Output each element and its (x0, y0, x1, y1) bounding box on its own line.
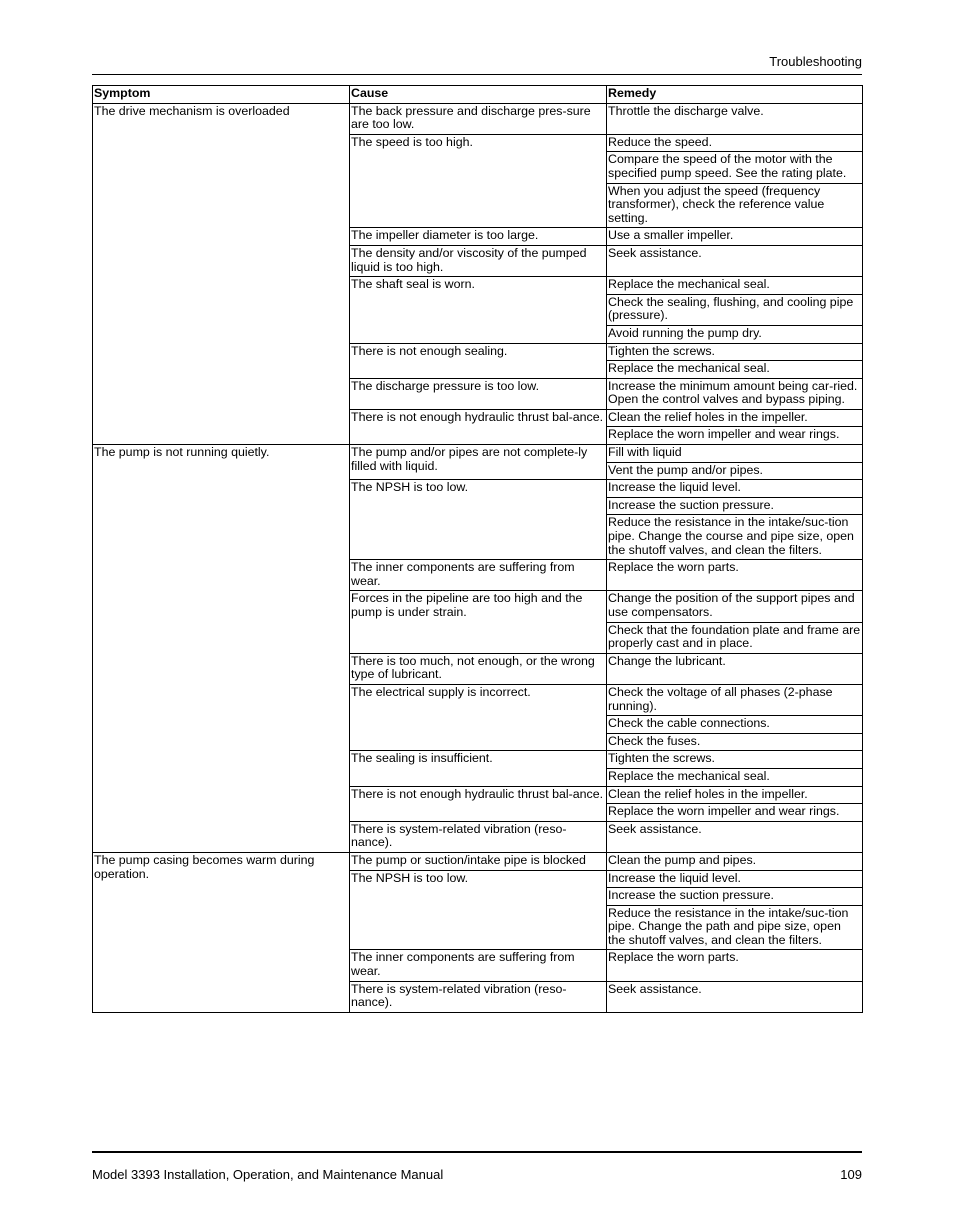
remedy-cell: Clean the relief holes in the impeller. (607, 409, 863, 427)
table-row (93, 103, 863, 134)
remedy-cell: Check the sealing, flushing, and cooling pipe (pressure). (607, 294, 863, 325)
remedy-cell: Replace the worn parts. (607, 950, 863, 981)
remedy-cell: Replace the worn impeller and wear rings. (607, 427, 863, 445)
remedy-cell: Replace the worn impeller and wear rings. (607, 804, 863, 822)
table-row (93, 445, 863, 463)
header-divider (92, 74, 862, 75)
remedy-cell: Vent the pump and/or pipes. (607, 462, 863, 480)
symptom-cell: The drive mechanism is overloaded (93, 103, 350, 444)
cause-cell: The impeller diameter is too large. (350, 228, 607, 246)
remedy-cell: Tighten the screws. (607, 343, 863, 361)
remedy-cell: Check the fuses. (607, 733, 863, 751)
remedy-cell: Use a smaller impeller. (607, 228, 863, 246)
remedy-cell: Check the voltage of all phases (2-phase running). (607, 684, 863, 715)
cause-cell: The inner components are suffering from wear. (350, 950, 607, 981)
symptom-cell: The pump casing becomes warm during operation. (93, 852, 350, 1012)
cause-cell: The back pressure and discharge pres-sure are too low. (350, 103, 607, 134)
remedy-cell: Replace the mechanical seal. (607, 277, 863, 295)
remedy-cell: Increase the suction pressure. (607, 497, 863, 515)
manual-title: Model 3393 Installation, Operation, and Maintenance Manual (92, 1167, 444, 1182)
remedy-cell: When you adjust the speed (frequency transformer), check the reference value setting. (607, 183, 863, 228)
remedy-cell: Tighten the screws. (607, 751, 863, 769)
cause-cell: The sealing is insufficient. (350, 751, 607, 786)
cause-cell: There is not enough hydraulic thrust bal-ance. (350, 786, 607, 821)
table-header-row (93, 86, 863, 104)
cause-cell: The pump or suction/intake pipe is blocked (350, 852, 607, 870)
remedy-cell: Reduce the speed. (607, 134, 863, 152)
cause-cell: There is not enough hydraulic thrust bal-ance. (350, 409, 607, 444)
running-header: Troubleshooting (769, 54, 862, 69)
remedy-cell: Check the cable connections. (607, 716, 863, 734)
column-header-remedy: Remedy (607, 86, 863, 104)
cause-cell: The shaft seal is worn. (350, 277, 607, 343)
remedy-cell: Seek assistance. (607, 981, 863, 1012)
remedy-cell: Replace the mechanical seal. (607, 361, 863, 379)
remedy-cell: Increase the liquid level. (607, 480, 863, 498)
cause-cell: The inner components are suffering from wear. (350, 560, 607, 591)
remedy-cell: Fill with liquid (607, 445, 863, 463)
cause-cell: There is too much, not enough, or the wrong type of lubricant. (350, 653, 607, 684)
troubleshooting-table (92, 85, 863, 1013)
remedy-cell: Reduce the resistance in the intake/suc-tion pipe. Change the course and pipe size, open the shutoff valves, and clean the filters. (607, 515, 863, 560)
remedy-cell: Seek assistance. (607, 245, 863, 276)
cause-cell: The NPSH is too low. (350, 870, 607, 950)
cause-cell: The NPSH is too low. (350, 480, 607, 560)
remedy-cell: Increase the suction pressure. (607, 888, 863, 906)
cause-cell: The electrical supply is incorrect. (350, 684, 607, 750)
remedy-cell: Change the lubricant. (607, 653, 863, 684)
remedy-cell: Change the position of the support pipes and use compensators. (607, 591, 863, 622)
remedy-cell: Check that the foundation plate and frame are properly cast and in place. (607, 622, 863, 653)
remedy-cell: Reduce the resistance in the intake/suc-tion pipe. Change the path and pipe size, open the shutoff valves, and clean the filters. (607, 905, 863, 950)
cause-cell: There is system-related vibration (reso-nance). (350, 821, 607, 852)
table-row (93, 852, 863, 870)
remedy-cell: Seek assistance. (607, 821, 863, 852)
remedy-cell: Compare the speed of the motor with the specified pump speed. See the rating plate. (607, 152, 863, 183)
cause-cell: There is not enough sealing. (350, 343, 607, 378)
remedy-cell: Replace the worn parts. (607, 560, 863, 591)
cause-cell: The pump and/or pipes are not complete-ly filled with liquid. (350, 445, 607, 480)
column-header-cause: Cause (350, 86, 607, 104)
cause-cell: There is system-related vibration (reso-nance). (350, 981, 607, 1012)
cause-cell: The density and/or viscosity of the pumped liquid is too high. (350, 245, 607, 276)
remedy-cell: Throttle the discharge valve. (607, 103, 863, 134)
cause-cell: The discharge pressure is too low. (350, 378, 607, 409)
remedy-cell: Clean the relief holes in the impeller. (607, 786, 863, 804)
remedy-cell: Increase the liquid level. (607, 870, 863, 888)
cause-cell: Forces in the pipeline are too high and the pump is under strain. (350, 591, 607, 653)
remedy-cell: Replace the mechanical seal. (607, 768, 863, 786)
symptom-cell: The pump is not running quietly. (93, 445, 350, 853)
footer-divider (92, 1151, 862, 1153)
remedy-cell: Increase the minimum amount being car-ried. Open the control valves and bypass piping. (607, 378, 863, 409)
page-number: 109 (840, 1167, 862, 1182)
remedy-cell: Avoid running the pump dry. (607, 325, 863, 343)
remedy-cell: Clean the pump and pipes. (607, 852, 863, 870)
cause-cell: The speed is too high. (350, 134, 607, 228)
column-header-symptom: Symptom (93, 86, 350, 104)
